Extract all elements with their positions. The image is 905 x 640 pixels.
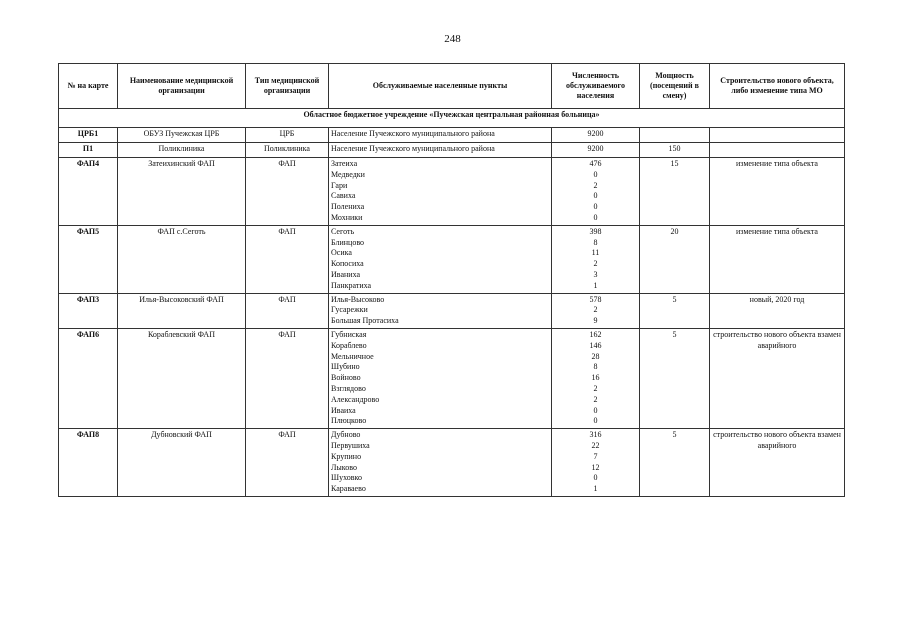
population-value: 0 (593, 416, 598, 426)
population-cell (552, 429, 640, 497)
construction-note: изменение типа объекта (710, 158, 845, 226)
construction-note (710, 128, 845, 143)
header-construction: Строительство нового объекта, либо изменение типа МО (710, 64, 845, 109)
population-value: 3 (593, 269, 598, 279)
capacity-value: 5 (640, 429, 710, 497)
header-population: Численность обслуживаемого населения (552, 64, 640, 109)
table-row (59, 225, 845, 293)
settlement-name: Плюцково (331, 416, 367, 426)
population-value: 8 (593, 362, 598, 372)
settlement-name: Иваниха (331, 269, 361, 279)
settlement-name: Крупино (331, 451, 362, 461)
settlement-name: Мельничное (331, 351, 374, 361)
settlement-name: Шубино (331, 362, 360, 372)
construction-note: строительство нового объекта взамен аварийного (710, 429, 845, 497)
settlement-name: Александрово (331, 394, 380, 404)
header-capacity: Мощность (посещений в смену) (640, 64, 710, 109)
population-value: 28 (591, 351, 600, 361)
settlement-name: Большая Протасиха (331, 316, 399, 326)
population-value: 2 (593, 394, 598, 404)
organization-name: ФАП с.Сеготь (118, 225, 246, 293)
section-title: Областное бюджетное учреждение «Пучежская центральная районная больница» (59, 109, 845, 128)
population-value: 1 (593, 484, 598, 494)
population-value: 9 (593, 316, 598, 326)
map-number: ФАП6 (59, 328, 118, 428)
population-value: 0 (593, 405, 598, 415)
table-row (59, 143, 845, 158)
settlement-name: Первушиха (331, 440, 370, 450)
table-row (59, 429, 845, 497)
organization-type: ЦРБ (246, 128, 329, 143)
population-cell (552, 225, 640, 293)
organization-type: ФАП (246, 293, 329, 328)
table-row (59, 293, 845, 328)
map-number: П1 (59, 143, 118, 158)
population-value: 2 (593, 259, 598, 269)
population-value: 2 (593, 180, 598, 190)
organization-type: ФАП (246, 158, 329, 226)
capacity-value: 5 (640, 328, 710, 428)
settlement-name: Савиха (331, 191, 356, 201)
population-value: 476 (589, 159, 602, 168)
population-value: 0 (593, 191, 598, 201)
population-cell (552, 158, 640, 226)
population-value: 11 (591, 248, 600, 258)
population-value: 0 (593, 473, 598, 483)
population-value: 146 (589, 340, 602, 350)
map-number: ЦРБ1 (59, 128, 118, 143)
construction-note (710, 143, 845, 158)
capacity-value: 20 (640, 225, 710, 293)
capacity-value: 5 (640, 293, 710, 328)
map-number: ФАП8 (59, 429, 118, 497)
organization-name: Кораблевский ФАП (118, 328, 246, 428)
population-cell (552, 128, 640, 143)
construction-note: строительство нового объекта взамен аварийного (710, 328, 845, 428)
population-value: 16 (591, 373, 600, 383)
population-value: 1 (593, 280, 598, 290)
settlements-cell (329, 143, 552, 158)
settlement-name: Дубново (331, 430, 361, 440)
map-number: ФАП5 (59, 225, 118, 293)
settlement-name: Блинцово (331, 237, 365, 247)
organization-name: Дубновский ФАП (118, 429, 246, 497)
capacity-value: 150 (640, 143, 710, 158)
population-value: 578 (589, 294, 602, 304)
population-value: 162 (589, 329, 602, 339)
organization-name: Затеихинский ФАП (118, 158, 246, 226)
population-value: 0 (593, 212, 598, 222)
population-value: 2 (593, 383, 598, 393)
settlement-name: Караваево (331, 484, 366, 494)
header-settlements: Обслуживаемые населенные пункты (329, 64, 552, 109)
population-value: 7 (593, 451, 598, 461)
population-value: 0 (593, 202, 598, 212)
header-type: Тип медицинской организации (246, 64, 329, 109)
settlements-cell (329, 128, 552, 143)
capacity-value (640, 128, 710, 143)
settlements-cell (329, 293, 552, 328)
section-row (59, 109, 845, 128)
settlement-name: Полениха (331, 202, 365, 212)
settlement-name: Гусарежки (331, 305, 368, 315)
facilities-table (58, 63, 845, 497)
settlement-name: Гари (331, 180, 348, 190)
population-value: 398 (589, 226, 602, 236)
population-value: 8 (593, 237, 598, 247)
settlement-name: Мохники (331, 212, 363, 222)
population-cell (552, 143, 640, 158)
table-row (59, 158, 845, 226)
settlement-name: Копосиха (331, 259, 364, 269)
population-value: 316 (589, 430, 602, 440)
settlement-name: Затеиха (331, 159, 358, 168)
map-number: ФАП4 (59, 158, 118, 226)
page-number: 248 (444, 33, 461, 45)
settlement-name: Иваиха (331, 405, 356, 415)
settlement-name: Население Пучежского муниципального района (331, 144, 495, 153)
settlement-name: Медведки (331, 169, 365, 179)
table-row (59, 328, 845, 428)
population-value: 9200 (587, 144, 604, 153)
organization-type: Поликлиника (246, 143, 329, 158)
population-value: 12 (591, 462, 600, 472)
settlement-name: Кораблево (331, 340, 367, 350)
header-name: Наименование медицинской организации (118, 64, 246, 109)
header-num: № на карте (59, 64, 118, 109)
organization-type: ФАП (246, 429, 329, 497)
settlements-cell (329, 328, 552, 428)
population-cell (552, 293, 640, 328)
table-header-row (59, 64, 845, 109)
population-value: 9200 (587, 129, 604, 138)
settlement-name: Губниская (331, 329, 367, 339)
capacity-value: 15 (640, 158, 710, 226)
population-value: 0 (593, 169, 598, 179)
settlement-name: Войново (331, 373, 361, 383)
population-value: 2 (593, 305, 598, 315)
organization-name: ОБУЗ Пучежская ЦРБ (118, 128, 246, 143)
population-cell (552, 328, 640, 428)
settlement-name: Население Пучежского муниципального района (331, 129, 495, 138)
settlements-cell (329, 225, 552, 293)
organization-type: ФАП (246, 328, 329, 428)
settlement-name: Панкратиха (331, 280, 372, 290)
construction-note: изменение типа объекта (710, 225, 845, 293)
settlement-name: Илья-Высоково (331, 294, 385, 304)
organization-type: ФАП (246, 225, 329, 293)
settlement-name: Шуховко (331, 473, 363, 483)
table-row (59, 128, 845, 143)
settlements-cell (329, 158, 552, 226)
construction-note: новый, 2020 год (710, 293, 845, 328)
population-value: 22 (591, 440, 600, 450)
organization-name: Илья-Высоковский ФАП (118, 293, 246, 328)
settlement-name: Сеготь (331, 226, 355, 236)
settlement-name: Осика (331, 248, 352, 258)
settlement-name: Лыково (331, 462, 358, 472)
map-number: ФАП3 (59, 293, 118, 328)
settlement-name: Взглядово (331, 383, 366, 393)
organization-name: Поликлиника (118, 143, 246, 158)
settlements-cell (329, 429, 552, 497)
